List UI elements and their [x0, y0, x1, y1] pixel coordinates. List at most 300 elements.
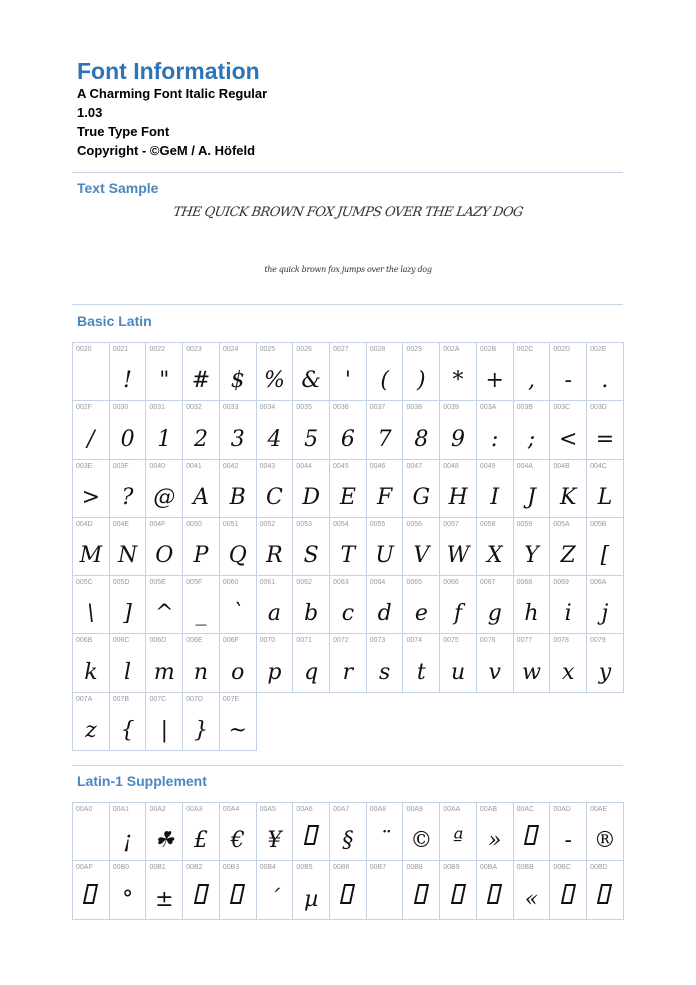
glyph-code: 0034 [259, 404, 276, 412]
notdef-box-icon [304, 825, 319, 845]
glyph-cell [550, 861, 587, 919]
glyph-code: 0060 [222, 579, 239, 587]
glyph-code: 00B7 [369, 864, 387, 872]
glyph-code: 00A0 [76, 806, 93, 813]
glyph-code: 00A9 [406, 806, 423, 813]
glyph-sample: z [85, 718, 97, 744]
glyph-cell [477, 803, 514, 861]
glyph-sample: « [524, 886, 539, 912]
glyph-cell [220, 401, 257, 459]
glyph-sample: @ [153, 484, 176, 510]
glyph-cell [110, 693, 147, 751]
glyph-cell [440, 401, 477, 459]
glyph-cell [330, 460, 367, 518]
glyph-code: 0055 [369, 520, 386, 528]
glyph-cell [587, 861, 624, 919]
glyph-cell [146, 634, 183, 692]
glyph-code: 00BA [479, 864, 498, 872]
glyph-code: 005D [112, 579, 130, 587]
glyph-cell [220, 518, 257, 576]
glyph-code: 003F [112, 462, 129, 470]
glyph-code: 00AC [516, 806, 535, 813]
missing-glyph-icon [220, 884, 256, 913]
glyph-cell [367, 460, 404, 518]
glyph-sample: j [601, 601, 609, 627]
glyph-code: 006E [186, 637, 203, 645]
glyph-cell [110, 576, 147, 634]
glyph-code: 0020 [76, 346, 92, 353]
glyph-code: 007E [222, 695, 240, 703]
glyph-cell [183, 861, 220, 919]
glyph-sample: . [601, 368, 609, 394]
glyph-code: 0069 [553, 579, 569, 587]
glyph-cell [146, 803, 183, 861]
glyph-sample: % [264, 368, 285, 394]
glyph-code: 0033 [222, 404, 239, 412]
glyph-sample: © [410, 828, 433, 854]
glyph-code: 006D [149, 637, 167, 645]
glyph-code: 00B2 [186, 864, 203, 872]
glyph-sample: { [120, 718, 135, 744]
glyph-code: 004A [516, 462, 533, 470]
glyph-code: 0062 [296, 579, 312, 587]
glyph-code: 002C [516, 346, 534, 353]
glyph-cell [293, 861, 330, 919]
glyph-cell [514, 343, 551, 401]
glyph-code: 0073 [369, 637, 386, 645]
glyph-cell [220, 803, 257, 861]
glyph-code: 0027 [333, 346, 349, 353]
glyph-sample: ? [121, 484, 134, 510]
glyph-code: 0050 [186, 520, 202, 528]
glyph-cell [220, 693, 257, 751]
font-name: A Charming Font Italic Regular [77, 86, 268, 101]
glyph-code: 0032 [186, 404, 202, 412]
glyph-sample: r [342, 659, 354, 685]
text-sample-heading: Text Sample [77, 180, 159, 196]
glyph-sample: Q [228, 543, 247, 569]
glyph-cell [146, 861, 183, 919]
glyph-sample: P [193, 543, 209, 569]
glyph-code: 0077 [516, 637, 533, 645]
glyph-sample: Y [524, 543, 539, 569]
glyph-cell [587, 460, 624, 518]
glyph-code: 004C [590, 462, 607, 470]
glyph-code: 00B8 [406, 864, 423, 872]
glyph-sample: = [595, 426, 615, 452]
glyph-sample: 6 [340, 426, 355, 452]
missing-glyph-icon [587, 884, 623, 913]
glyph-sample: Z [560, 543, 576, 569]
glyph-cell [183, 576, 220, 634]
glyph-code: 00A3 [186, 806, 203, 813]
glyph-code: 0038 [406, 404, 423, 412]
glyph-sample: < [558, 426, 578, 452]
glyph-code: 003E [76, 462, 93, 470]
glyph-code: 002B [479, 346, 497, 353]
glyph-sample: R [266, 543, 283, 569]
glyph-cell [73, 576, 110, 634]
glyph-code: 003C [553, 404, 571, 412]
glyph-sample: i [564, 601, 572, 627]
glyph-cell [73, 518, 110, 576]
glyph-cell [110, 401, 147, 459]
glyph-sample: _ [195, 601, 207, 627]
copyright: Copyright - ©GeM / A. Höfeld [77, 143, 256, 158]
glyph-code: 0021 [112, 346, 129, 353]
notdef-box-icon [340, 884, 355, 904]
glyph-sample: ´ [268, 886, 280, 912]
glyph-code: 0030 [112, 404, 129, 412]
glyph-sample: a [267, 601, 282, 627]
glyph-code: 00AD [553, 806, 571, 813]
glyph-sample: V [413, 543, 430, 569]
glyph-cell [330, 634, 367, 692]
glyph-cell [257, 576, 294, 634]
glyph-cell [257, 518, 294, 576]
glyph-cell [403, 460, 440, 518]
glyph-sample: ' [344, 368, 351, 394]
basic-latin-heading: Basic Latin [77, 313, 152, 329]
glyph-code: 005B [590, 520, 607, 528]
glyph-code: 003A [479, 404, 497, 412]
glyph-sample: + [485, 368, 504, 394]
glyph-code: 0026 [296, 346, 312, 353]
glyph-cell [477, 343, 514, 401]
glyph-code: 00BC [553, 864, 571, 872]
glyph-sample: k [84, 659, 98, 685]
divider [72, 172, 623, 173]
glyph-sample: ; [527, 426, 536, 452]
glyph-sample: W [446, 543, 470, 569]
glyph-sample: 8 [414, 426, 429, 452]
notdef-box-icon [193, 884, 208, 904]
glyph-cell [403, 343, 440, 401]
glyph-cell [330, 401, 367, 459]
glyph-cell [403, 861, 440, 919]
glyph-code: 00A4 [222, 806, 240, 813]
glyph-code: 006C [112, 637, 130, 645]
glyph-code: 0040 [149, 462, 166, 470]
glyph-sample: \ [87, 601, 95, 627]
glyph-cell [257, 460, 294, 518]
glyph-sample: d [377, 601, 392, 627]
glyph-code: 00BB [516, 864, 534, 872]
glyph-code: 0059 [516, 520, 533, 528]
glyph-sample: F [376, 484, 393, 510]
glyph-cell [183, 693, 220, 751]
glyph-sample: µ [304, 886, 319, 912]
glyph-code: 0074 [406, 637, 423, 645]
glyph-sample: € [230, 828, 245, 854]
glyph-sample: D [302, 484, 320, 510]
glyph-code: 005F [186, 579, 203, 587]
glyph-cell [440, 861, 477, 919]
glyph-sample: 7 [377, 426, 392, 452]
glyph-sample: l [124, 659, 132, 685]
glyph-sample: w [522, 659, 541, 685]
notdef-box-icon [83, 884, 98, 904]
glyph-cell [146, 576, 183, 634]
glyph-cell [477, 634, 514, 692]
glyph-cell [330, 576, 367, 634]
glyph-code: 0037 [369, 404, 386, 412]
glyph-code: 00AE [590, 806, 608, 813]
glyph-cell [330, 803, 367, 861]
glyph-cell [73, 861, 110, 919]
glyph-cell [220, 634, 257, 692]
glyph-code: 00A6 [296, 806, 313, 813]
glyph-sample: E [339, 484, 356, 510]
glyph-sample: m [153, 659, 175, 685]
glyph-sample: - [564, 828, 572, 854]
glyph-cell [73, 343, 110, 401]
glyph-cell [550, 518, 587, 576]
glyph-cell [293, 576, 330, 634]
font-version: 1.03 [77, 105, 103, 120]
glyph-cell [514, 401, 551, 459]
glyph-sample: } [194, 718, 209, 744]
page-title: Font Information [77, 58, 260, 84]
glyph-code: 0044 [296, 462, 312, 470]
glyph-sample: ` [232, 601, 244, 627]
glyph-code: 0031 [149, 404, 166, 412]
glyph-cell [440, 803, 477, 861]
glyph-sample: u [450, 659, 466, 685]
glyph-code: 004D [76, 520, 93, 528]
glyph-cell [403, 803, 440, 861]
glyph-cell [293, 634, 330, 692]
glyph-sample: ~ [228, 718, 247, 744]
glyph-code: 00BD [590, 864, 608, 872]
glyph-cell [587, 401, 624, 459]
glyph-sample: e [414, 601, 428, 627]
glyph-code: 0058 [479, 520, 496, 528]
glyph-sample: - [564, 368, 572, 394]
glyph-sample: : [491, 426, 499, 452]
glyph-code: 0041 [186, 462, 202, 470]
glyph-sample: p [267, 659, 282, 685]
glyph-sample: ± [155, 886, 174, 912]
glyph-code: 004B [553, 462, 570, 470]
glyph-cell [367, 576, 404, 634]
glyph-cell [587, 518, 624, 576]
glyph-cell [257, 634, 294, 692]
divider [72, 765, 623, 766]
latin1-supplement-heading: Latin-1 Supplement [77, 773, 207, 789]
glyph-sample: n [193, 659, 209, 685]
glyph-cell [293, 518, 330, 576]
sample-uppercase: THE QUICK BROWN FOX JUMPS OVER THE LAZY DOG [172, 205, 524, 220]
glyph-sample: £ [194, 828, 209, 854]
glyph-sample: C [266, 484, 283, 510]
glyph-code: 0049 [479, 462, 496, 470]
glyph-cell [440, 460, 477, 518]
glyph-cell [587, 803, 624, 861]
glyph-sample: ª [452, 828, 464, 854]
glyph-cell [110, 518, 147, 576]
glyph-sample: & [301, 368, 321, 394]
glyph-cell [440, 576, 477, 634]
glyph-code: 0075 [443, 637, 459, 645]
glyph-cell [550, 460, 587, 518]
glyph-sample: o [231, 659, 245, 685]
glyph-sample: H [448, 484, 468, 510]
glyph-cell [110, 460, 147, 518]
glyph-sample: ( [380, 368, 389, 394]
glyph-cell [146, 343, 183, 401]
glyph-code: 00AF [76, 864, 93, 872]
glyph-sample: M [79, 543, 103, 569]
glyph-sample: v [488, 659, 501, 685]
glyph-code: 0045 [333, 462, 349, 470]
glyph-cell [440, 343, 477, 401]
glyph-code: 00AB [479, 806, 498, 813]
glyph-code: 0057 [443, 520, 459, 528]
glyph-code: 00B9 [443, 864, 460, 872]
glyph-cell [183, 460, 220, 518]
glyph-cell [587, 343, 624, 401]
glyph-code: 002E [590, 346, 607, 353]
glyph-code: 00AA [443, 806, 461, 813]
glyph-cell [293, 803, 330, 861]
glyph-cell [367, 401, 404, 459]
glyph-cell [183, 803, 220, 861]
glyph-sample: 5 [304, 426, 319, 452]
glyph-sample: x [561, 659, 575, 685]
glyph-code: 0028 [369, 346, 386, 353]
glyph-cell [257, 861, 294, 919]
divider [72, 304, 623, 305]
glyph-cell [550, 803, 587, 861]
glyph-cell [440, 518, 477, 576]
missing-glyph-icon [73, 884, 109, 913]
glyph-code: 0022 [149, 346, 166, 353]
glyph-sample: ) [417, 368, 426, 394]
missing-glyph-icon [293, 825, 329, 854]
glyph-code: 00B5 [296, 864, 313, 872]
glyph-code: 003B [516, 404, 533, 412]
glyph-sample: ¥ [267, 828, 282, 854]
glyph-sample: t [416, 659, 426, 685]
missing-glyph-icon [514, 825, 550, 854]
glyph-code: 0063 [333, 579, 349, 587]
glyph-cell [257, 401, 294, 459]
glyph-cell [403, 401, 440, 459]
glyph-cell [183, 518, 220, 576]
glyph-sample: § [342, 828, 354, 854]
glyph-cell [183, 401, 220, 459]
glyph-code: 005E [149, 579, 166, 587]
glyph-code: 0054 [333, 520, 349, 528]
glyph-cell [403, 634, 440, 692]
glyph-code: 0029 [406, 346, 423, 353]
glyph-code: 0036 [333, 404, 349, 412]
glyph-cell [73, 803, 110, 861]
glyph-sample: , [527, 368, 535, 394]
glyph-sample: | [160, 718, 168, 744]
glyph-code: 007C [149, 695, 167, 703]
glyph-code: 0053 [296, 520, 312, 528]
glyph-code: 0072 [333, 637, 349, 645]
glyph-cell [550, 576, 587, 634]
glyph-cell [146, 401, 183, 459]
glyph-sample: 4 [267, 426, 282, 452]
glyph-code: 00B3 [222, 864, 240, 872]
glyph-cell [330, 343, 367, 401]
glyph-sample: h [524, 601, 539, 627]
glyph-cell [330, 861, 367, 919]
glyph-code: 00B4 [259, 864, 276, 872]
glyph-code: 0067 [479, 579, 496, 587]
glyph-sample: U [375, 543, 394, 569]
glyph-code: 0066 [443, 579, 459, 587]
glyph-cell [550, 343, 587, 401]
glyph-cell [73, 401, 110, 459]
glyph-code: 0056 [406, 520, 423, 528]
missing-glyph-icon [330, 884, 366, 913]
glyph-cell [330, 518, 367, 576]
glyph-sample: ] [123, 601, 132, 627]
notdef-box-icon [414, 884, 429, 904]
glyph-code: 0052 [259, 520, 276, 528]
glyph-sample: ! [123, 368, 132, 394]
glyph-sample: q [304, 659, 319, 685]
glyph-cell [73, 693, 110, 751]
missing-glyph-icon [183, 884, 219, 913]
glyph-code: 00B0 [112, 864, 130, 872]
glyph-cell [293, 401, 330, 459]
glyph-cell [220, 460, 257, 518]
glyph-sample: * [452, 368, 464, 394]
glyph-cell [477, 576, 514, 634]
glyph-sample: [ [600, 543, 610, 569]
glyph-cell [403, 576, 440, 634]
glyph-code: 007B [112, 695, 130, 703]
glyph-code: 0024 [222, 346, 239, 353]
glyph-sample: 1 [157, 426, 172, 452]
glyph-sample: O [155, 543, 174, 569]
missing-glyph-icon [440, 884, 476, 913]
glyph-sample: " [159, 368, 170, 394]
notdef-box-icon [487, 884, 502, 904]
glyph-code: 004E [112, 520, 130, 528]
glyph-sample: y [598, 659, 612, 685]
glyph-code: 007A [76, 695, 93, 703]
glyph-cell [110, 803, 147, 861]
glyph-sample: / [87, 426, 95, 452]
glyph-cell [146, 460, 183, 518]
missing-glyph-icon [550, 884, 586, 913]
sample-lowercase: the quick brown fox jumps over the lazy dog [264, 265, 432, 274]
glyph-code: 0065 [406, 579, 423, 587]
glyph-sample: T [340, 543, 356, 569]
glyph-code: 00A1 [112, 806, 130, 813]
glyph-code: 0071 [296, 637, 312, 645]
glyph-sample: ® [593, 828, 616, 854]
glyph-code: 004F [149, 520, 166, 528]
glyph-code: 00A8 [369, 806, 387, 813]
glyph-sample: ° [122, 886, 134, 912]
glyph-cell [293, 343, 330, 401]
glyph-code: 0039 [443, 404, 459, 412]
glyph-cell [183, 634, 220, 692]
glyph-code: 0051 [222, 520, 239, 528]
glyph-cell [514, 460, 551, 518]
latin1-supplement-glyph-grid [72, 802, 624, 920]
glyph-cell [587, 576, 624, 634]
glyph-cell [477, 518, 514, 576]
